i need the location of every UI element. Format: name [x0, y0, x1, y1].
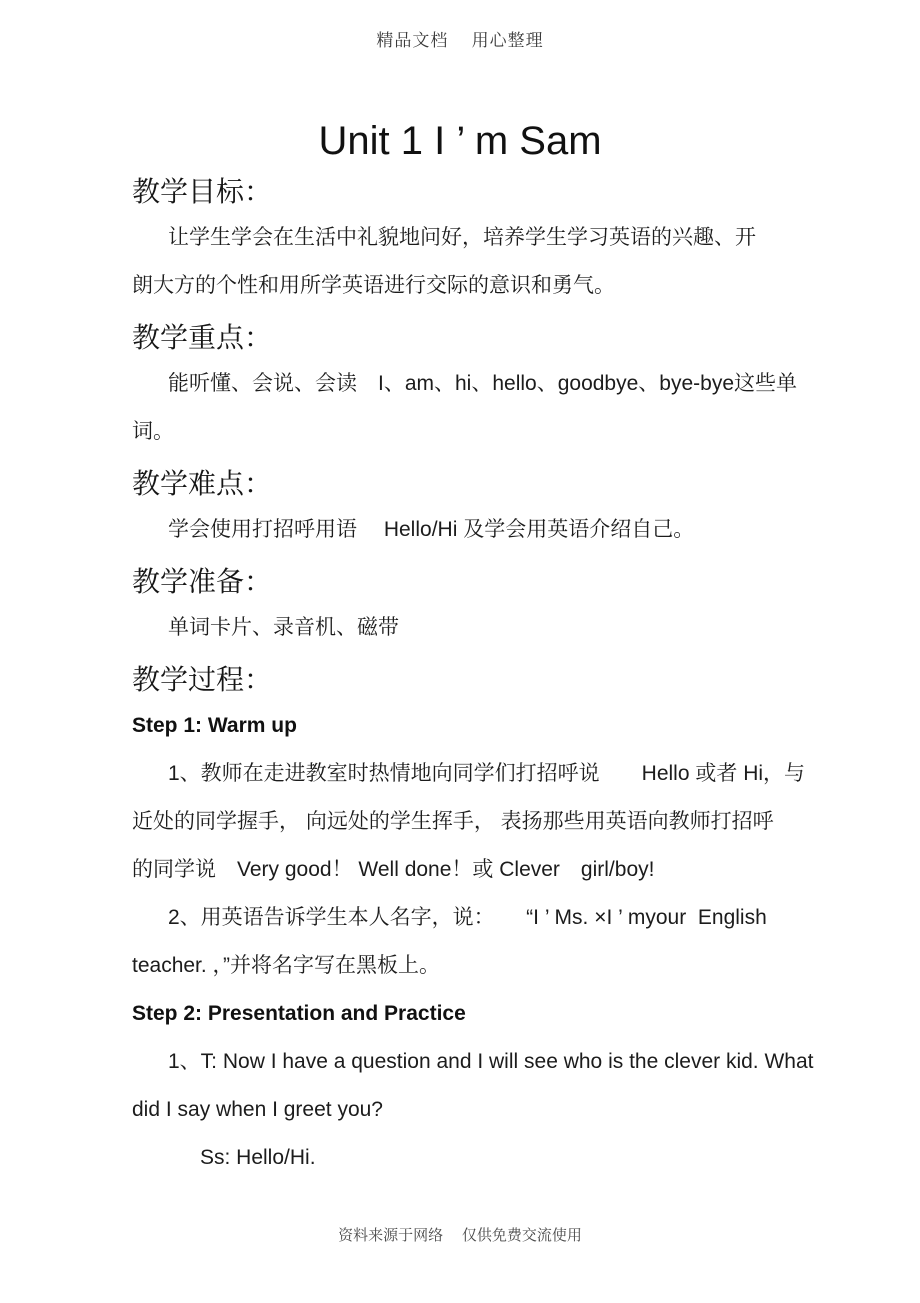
page-footer-text: 资料来源于网络 仅供免费交流使用	[338, 1228, 582, 1244]
section-heading-difficulties: 教学难点：	[132, 469, 273, 500]
step1-heading: Step 1: Warm up	[132, 714, 297, 737]
step2-paragraph1-line-1: 1、T: Now I have a question and I will see who is the clever kid. What	[168, 1050, 814, 1073]
step1-paragraph1-line-1: 1、教师在走进教室时热情地向同学们打招呼说 Hello 或者 Hi，与	[168, 762, 806, 785]
key-points-line-1: 能听懂、会说、会读 I、am、hi、hello、goodbye、bye-bye这些单	[168, 372, 798, 395]
step2-paragraph1-line-2: did I say when I greet you?	[132, 1098, 383, 1121]
section-heading-process: 教学过程：	[132, 665, 273, 696]
page-header-text: 精品文档 用心整理	[376, 31, 544, 50]
step2-paragraph2-line-1: Ss: Hello/Hi.	[200, 1146, 316, 1169]
key-points-line-2: 词。	[132, 420, 174, 443]
document-title: Unit 1 I ’ m Sam	[318, 119, 602, 163]
difficulties-line-1: 学会使用打招呼用语 Hello/Hi 及学会用英语介绍自己。	[168, 518, 695, 541]
step2-heading: Step 2: Presentation and Practice	[132, 1002, 466, 1025]
preparation-line-1: 单词卡片、录音机、磁带	[168, 616, 399, 639]
step1-paragraph1-line-3: 的同学说 Very good！ Well done！或 Clever girl/boy!	[132, 858, 655, 881]
document-body	[0, 172, 920, 1182]
step1-paragraph2-line-2: teacher. ，”并将名字写在黑板上。	[132, 954, 441, 977]
objectives-line-2: 朗大方的个性和用所学英语进行交际的意识和勇气。	[132, 274, 615, 297]
objectives-line-1: 让学生学会在生活中礼貌地问好，培养学生学习英语的兴趣、开	[168, 226, 756, 249]
section-heading-key-points: 教学重点：	[132, 323, 273, 354]
section-heading-preparation: 教学准备：	[132, 567, 273, 598]
step1-paragraph1-line-2: 近处的同学握手， 向远处的学生挥手， 表扬那些用英语向教师打招呼	[132, 810, 774, 833]
step1-paragraph2-line-1: 2、用英语告诉学生本人名字，说： “I ’ Ms. ×I ’ myour English	[168, 906, 767, 929]
section-heading-objectives: 教学目标：	[132, 177, 273, 208]
